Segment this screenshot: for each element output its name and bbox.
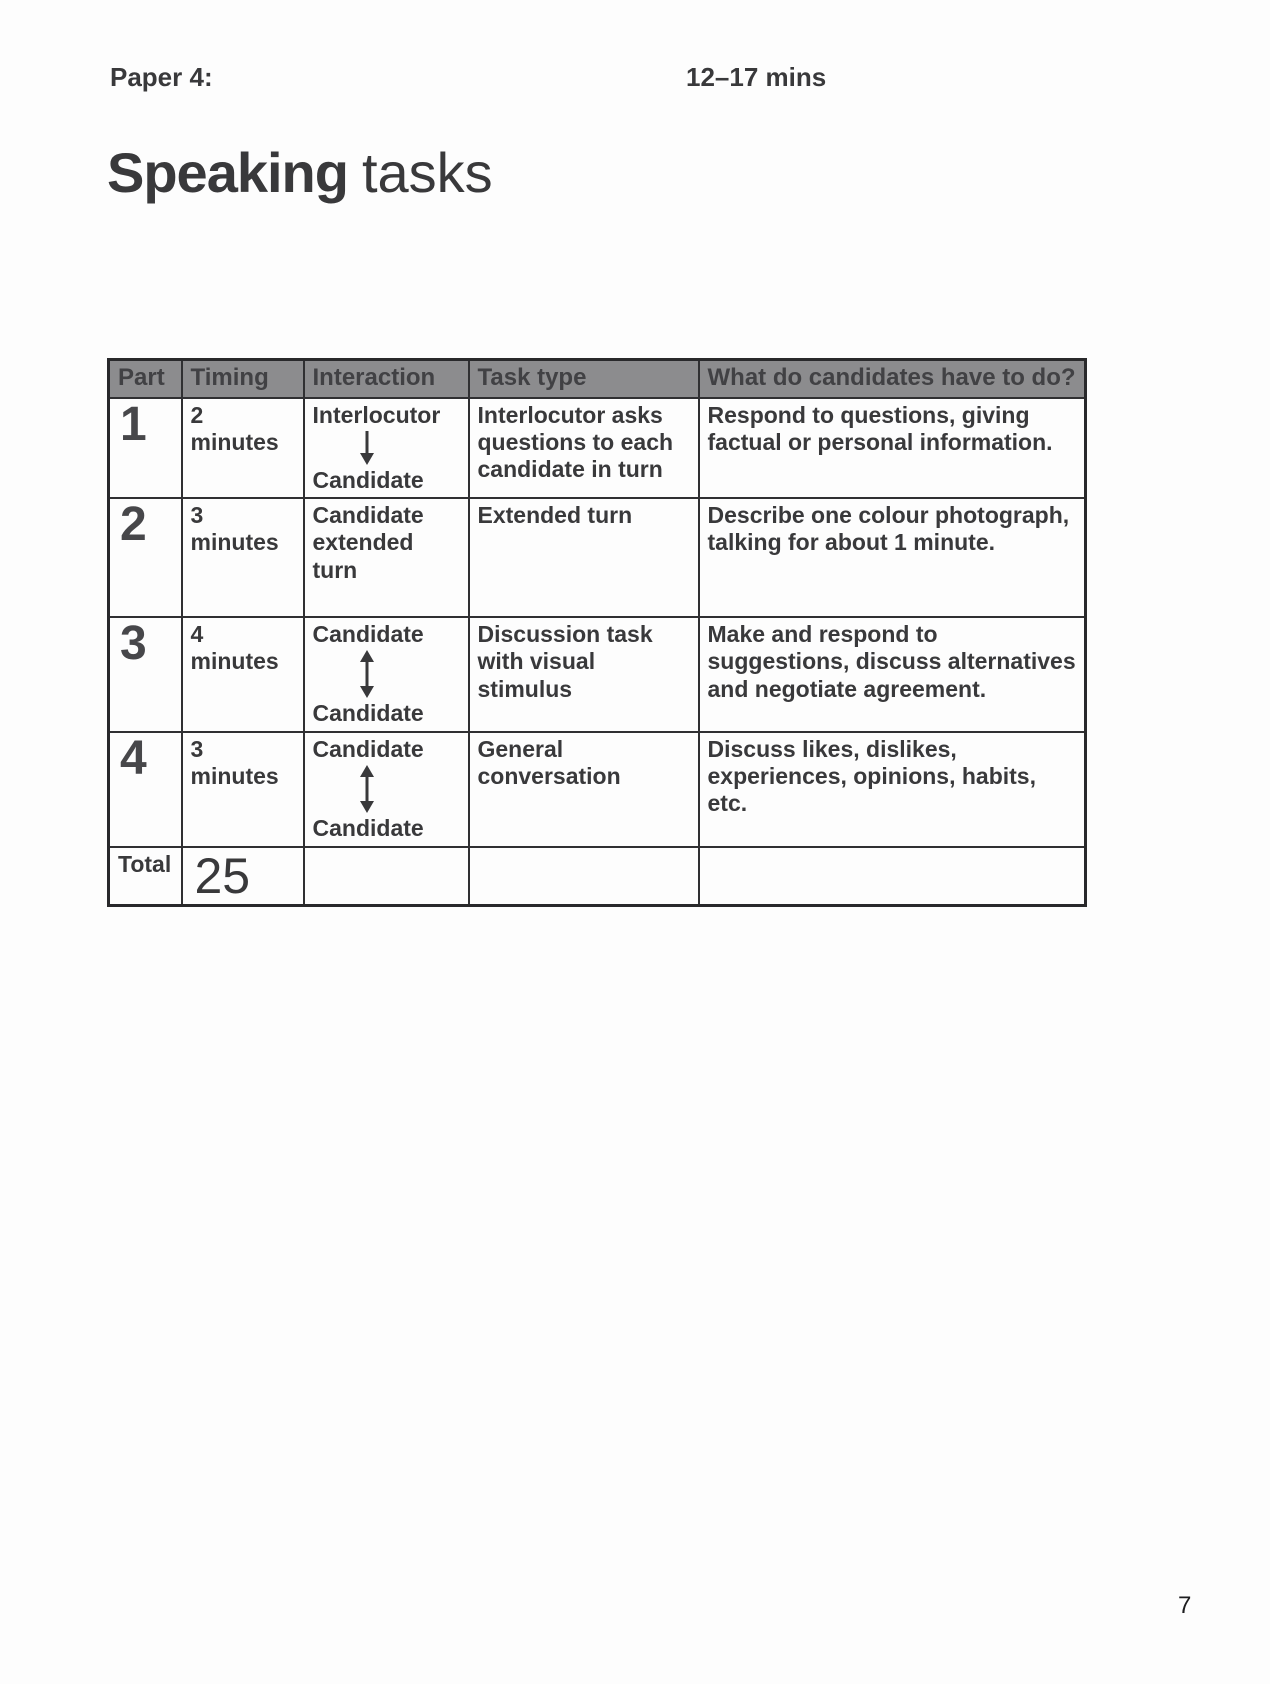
total-label: Total	[109, 847, 182, 906]
task-type-cell: Discussion task with visual stimulus	[469, 617, 699, 731]
col-header-timing: Timing	[182, 360, 304, 399]
page-number: 7	[1178, 1592, 1192, 1619]
timing-cell: 3 minutes	[182, 498, 304, 617]
double-vertical-arrow-icon	[359, 650, 375, 698]
description-cell: Respond to questions, giving factual or personal information.	[699, 398, 1086, 498]
interaction-bottom-label: Candidate	[312, 700, 424, 727]
interaction-bottom-label: Candidate	[312, 467, 424, 494]
interaction-top-label: Interlocutor	[312, 402, 441, 428]
interaction-top-label: Candidate	[312, 621, 424, 648]
duration-label: 12–17 mins	[686, 62, 827, 92]
interaction-top-label: Candidate	[312, 735, 424, 762]
timing-cell: 3 minutes	[182, 732, 304, 847]
page-title-bold: Speaking	[107, 141, 348, 204]
task-type-cell: General conversation	[469, 732, 699, 847]
col-header-part: Part	[109, 360, 182, 399]
double-vertical-arrow-icon	[359, 765, 375, 813]
part-number: 2	[120, 498, 147, 552]
part-cell	[109, 398, 182, 498]
table-row-part-1	[109, 398, 1086, 498]
interaction-cell	[304, 398, 469, 498]
part-cell	[109, 617, 182, 731]
paper-label: Paper 4:	[110, 62, 213, 92]
interaction-top-label: Candidate extended turn	[312, 502, 424, 583]
table-row-part-4	[109, 732, 1086, 847]
col-header-task-type: Task type	[469, 360, 699, 399]
total-value-cell	[182, 847, 304, 906]
page-title	[107, 140, 493, 205]
interaction-cell	[304, 732, 469, 847]
table-row-total	[109, 847, 1086, 906]
interaction-cell	[304, 498, 469, 617]
col-header-interaction: Interaction	[304, 360, 469, 399]
part-cell	[109, 498, 182, 617]
down-arrow-icon	[359, 431, 375, 465]
part-number: 3	[120, 617, 147, 671]
part-number: 4	[120, 731, 147, 785]
task-type-cell: Interlocutor asks questions to each candidate in turn	[469, 398, 699, 498]
speaking-tasks-table	[107, 358, 1087, 907]
description-cell: Describe one colour photograph, talking for about 1 minute.	[699, 498, 1086, 617]
timing-cell: 2 minutes	[182, 398, 304, 498]
total-value: 25	[194, 847, 251, 904]
empty-cell	[304, 847, 469, 906]
part-cell	[109, 732, 182, 847]
empty-cell	[469, 847, 699, 906]
timing-cell: 4 minutes	[182, 617, 304, 731]
interaction-bottom-label: Candidate	[312, 814, 424, 841]
part-number: 1	[120, 398, 147, 451]
page-title-light: tasks	[361, 141, 493, 204]
empty-cell	[699, 847, 1086, 906]
task-type-cell: Extended turn	[469, 498, 699, 617]
description-cell: Make and respond to suggestions, discuss alternatives and negotiate agreement.	[699, 617, 1086, 731]
table-row-part-3	[109, 617, 1086, 731]
table-row-part-2	[109, 498, 1086, 617]
col-header-what-to-do: What do candidates have to do?	[699, 360, 1086, 399]
table-header-row	[109, 360, 1086, 399]
description-cell: Discuss likes, dislikes, experiences, opinions, habits, etc.	[699, 732, 1086, 847]
interaction-cell	[304, 617, 469, 731]
